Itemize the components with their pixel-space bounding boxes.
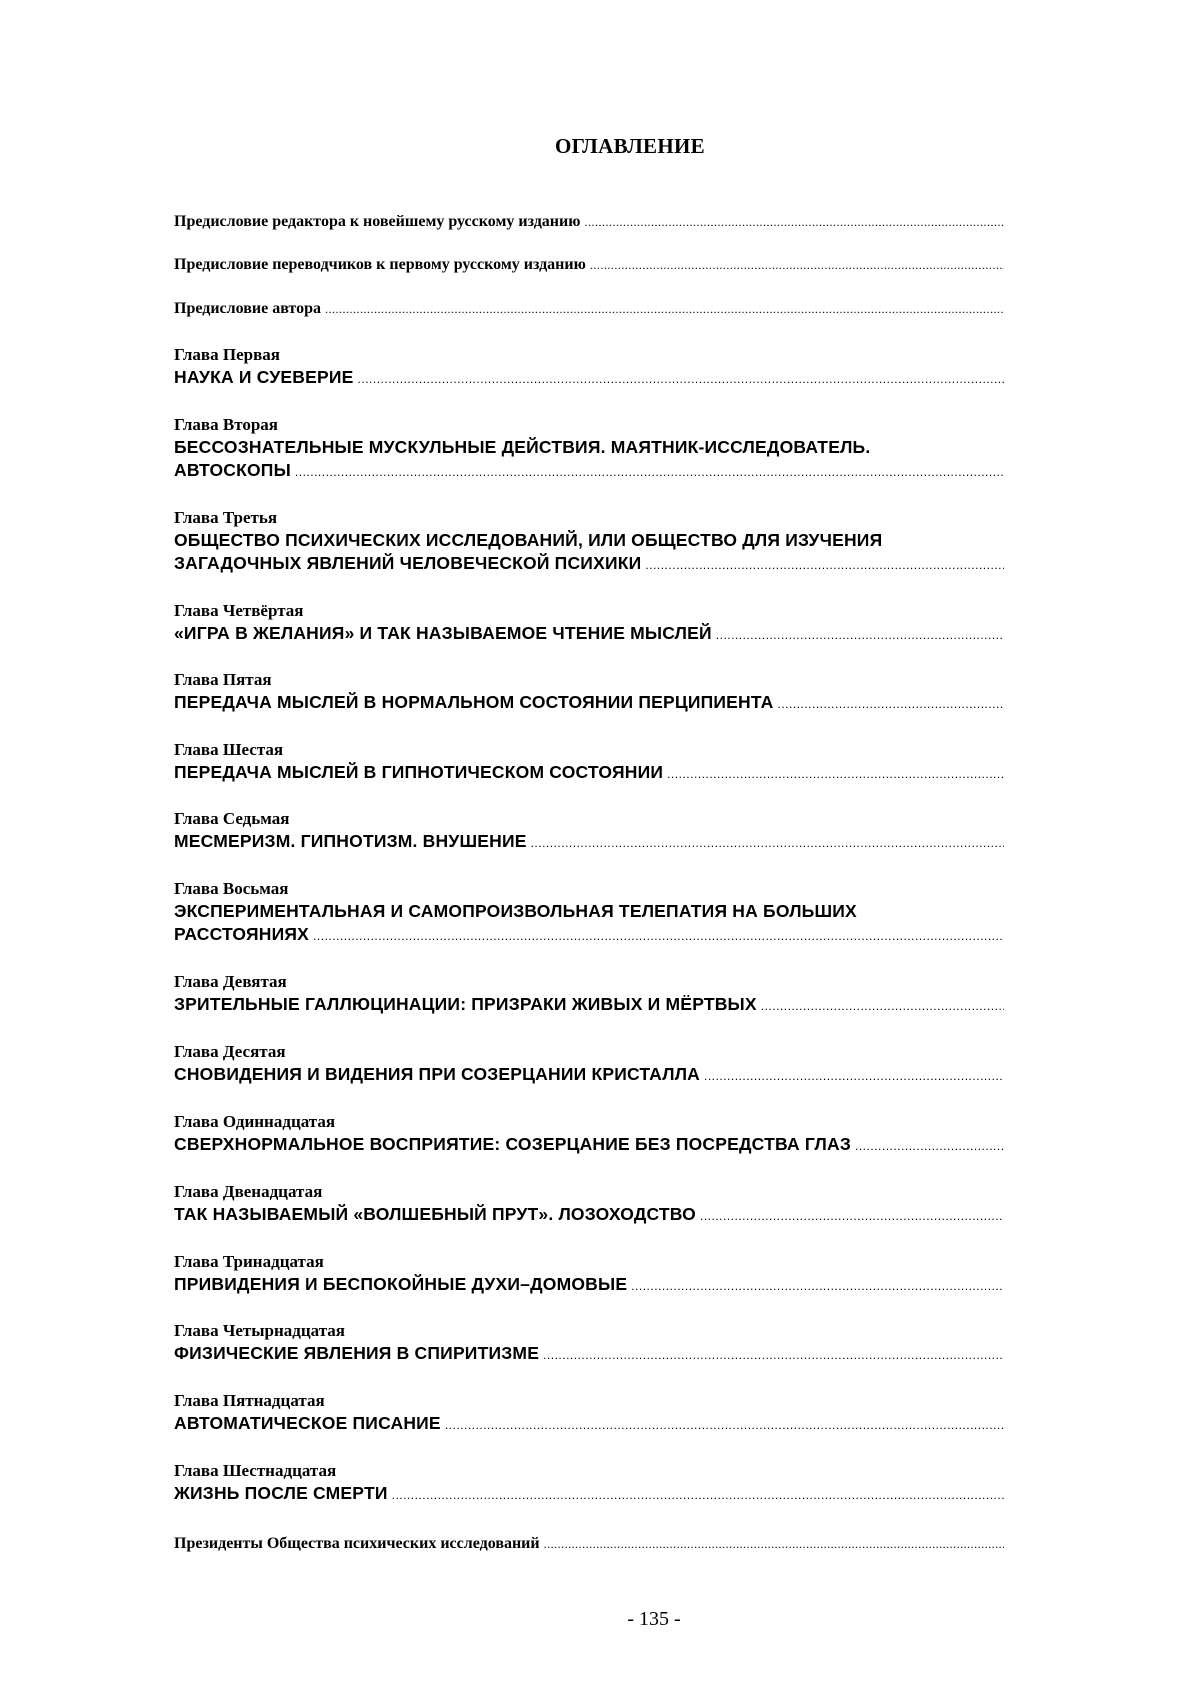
- toc-entry-text: Предисловие автора: [174, 300, 321, 317]
- chapter-title: ПЕРЕДАЧА МЫСЛЕЙ В ГИПНОТИЧЕСКОМ СОСТОЯНИИ: [174, 762, 664, 782]
- dot-leader: [700, 1205, 1004, 1228]
- toc-entry-chapter-4[interactable]: [174, 600, 1004, 647]
- chapter-title-cont: РАССТОЯНИЯХ: [174, 924, 310, 944]
- toc-line: [174, 1482, 1004, 1507]
- chapter-label: Глава Пятая: [174, 670, 272, 689]
- dot-leader: [392, 1484, 1004, 1507]
- page-number: - 135 -: [627, 1608, 681, 1630]
- chapter-title: ОБЩЕСТВО ПСИХИЧЕСКИХ ИССЛЕДОВАНИЙ, ИЛИ ОБЩЕСТВО ДЛЯ ИЗУЧЕНИЯ: [174, 530, 883, 550]
- dot-leader: [590, 254, 1004, 277]
- toc-line: [174, 1532, 1004, 1556]
- dot-leader: [704, 1065, 1004, 1088]
- toc-line: [174, 761, 1004, 786]
- dot-leader: [313, 925, 1004, 948]
- toc-line: [174, 1133, 1004, 1158]
- chapter-label: Глава Шестая: [174, 740, 284, 759]
- toc-entry-chapter-5[interactable]: [174, 669, 1004, 716]
- dot-leader: [543, 1344, 1004, 1367]
- chapter-label: Глава Десятая: [174, 1042, 286, 1061]
- toc-entry-chapter-14[interactable]: [174, 1320, 1004, 1367]
- dot-leader: [295, 461, 1004, 484]
- toc-entry-chapter-10[interactable]: [174, 1041, 1004, 1088]
- chapter-title: ЭКСПЕРИМЕНТАЛЬНАЯ И САМОПРОИЗВОЛЬНАЯ ТЕЛЕПАТИЯ НА БОЛЬШИХ: [174, 901, 857, 921]
- chapter-label: Глава Седьмая: [174, 809, 290, 828]
- chapter-title: СНОВИДЕНИЯ И ВИДЕНИЯ ПРИ СОЗЕРЦАНИИ КРИСТАЛЛА: [174, 1064, 701, 1084]
- chapter-title-cont: ЗАГАДОЧНЫХ ЯВЛЕНИЙ ЧЕЛОВЕЧЕСКОЙ ПСИХИКИ: [174, 553, 642, 573]
- chapter-title: ПЕРЕДАЧА МЫСЛЕЙ В НОРМАЛЬНОМ СОСТОЯНИИ ПЕРЦИПИЕНТА: [174, 692, 774, 712]
- chapter-label: Глава Третья: [174, 508, 278, 527]
- toc-entry-chapter-6[interactable]: [174, 739, 1004, 786]
- toc-line: [174, 297, 1004, 321]
- toc-line: [174, 1063, 1004, 1088]
- chapter-label: Глава Девятая: [174, 972, 287, 991]
- toc-entry-presidents[interactable]: [174, 1532, 1004, 1556]
- chapter-title: МЕСМЕРИЗМ. ГИПНОТИЗМ. ВНУШЕНИЕ: [174, 831, 527, 851]
- toc-entry-chapter-3[interactable]: [174, 507, 1004, 577]
- chapter-label: Глава Восьмая: [174, 879, 289, 898]
- dot-leader: [716, 624, 1004, 647]
- chapter-title: ТАК НАЗЫВАЕМЫЙ «ВОЛШЕБНЫЙ ПРУТ». ЛОЗОХОДСТВО: [174, 1204, 696, 1224]
- toc-line: [174, 552, 1004, 577]
- chapter-label: Глава Двенадцатая: [174, 1182, 323, 1201]
- dot-leader: [584, 211, 1004, 234]
- chapter-title-cont: АВТОСКОПЫ: [174, 460, 291, 480]
- toc-line: [174, 459, 1004, 484]
- toc-line: [174, 1273, 1004, 1298]
- chapter-title: «ИГРА В ЖЕЛАНИЯ» И ТАК НАЗЫВАЕМОЕ ЧТЕНИЕ МЫСЛЕЙ: [174, 623, 712, 643]
- chapter-label: Глава Одиннадцатая: [174, 1112, 336, 1131]
- toc-entry-chapter-7[interactable]: [174, 808, 1004, 855]
- dot-leader: [325, 298, 1004, 321]
- toc-entry-chapter-16[interactable]: [174, 1460, 1004, 1507]
- dot-leader: [544, 1533, 1004, 1556]
- dot-leader: [645, 554, 1004, 577]
- toc-entry-author-preface[interactable]: [174, 297, 1004, 321]
- dot-leader: [855, 1135, 1004, 1158]
- toc-entry-chapter-12[interactable]: [174, 1181, 1004, 1228]
- dot-leader: [778, 693, 1005, 716]
- toc-entry-chapter-15[interactable]: [174, 1390, 1004, 1437]
- chapter-title: НАУКА И СУЕВЕРИЕ: [174, 367, 354, 387]
- dot-leader: [445, 1414, 1004, 1437]
- chapter-label: Глава Вторая: [174, 415, 278, 434]
- toc-line: [174, 366, 1004, 391]
- chapter-label: Глава Тринадцатая: [174, 1252, 324, 1271]
- chapter-label: Глава Первая: [174, 345, 280, 364]
- toc-entry-chapter-13[interactable]: [174, 1251, 1004, 1298]
- chapter-label: Глава Шестнадцатая: [174, 1461, 337, 1480]
- dot-leader: [531, 832, 1004, 855]
- toc-line: [174, 210, 1004, 234]
- chapter-title: ЖИЗНЬ ПОСЛЕ СМЕРТИ: [174, 1483, 388, 1503]
- chapter-title: ФИЗИЧЕСКИЕ ЯВЛЕНИЯ В СПИРИТИЗМЕ: [174, 1343, 540, 1363]
- toc-line: [174, 1412, 1004, 1437]
- dot-leader: [761, 995, 1004, 1018]
- toc-entry-chapter-1[interactable]: [174, 344, 1004, 391]
- toc-line: [174, 691, 1004, 716]
- toc-line: [174, 1342, 1004, 1367]
- chapter-title: СВЕРХНОРМАЛЬНОЕ ВОСПРИЯТИЕ: СОЗЕРЦАНИЕ БЕЗ ПОСРЕДСТВА ГЛАЗ: [174, 1134, 852, 1154]
- page-title: ОГЛАВЛЕНИЕ: [555, 134, 705, 158]
- chapter-label: Глава Пятнадцатая: [174, 1391, 325, 1410]
- toc-entry-chapter-11[interactable]: [174, 1111, 1004, 1158]
- toc-entry-translators-preface[interactable]: [174, 253, 1004, 277]
- dot-leader: [631, 1275, 1004, 1298]
- toc-line: [174, 253, 1004, 277]
- toc-entry-editor-preface[interactable]: [174, 210, 1004, 234]
- toc-line: [174, 830, 1004, 855]
- chapter-label: Глава Четвёртая: [174, 601, 304, 620]
- toc-entry-text: Предисловие переводчиков к первому русскому изданию: [174, 256, 586, 273]
- toc-line: [174, 993, 1004, 1018]
- toc-entry-text: Предисловие редактора к новейшему русскому изданию: [174, 213, 581, 230]
- toc-entry-chapter-2[interactable]: [174, 414, 1004, 484]
- dot-leader: [358, 368, 1004, 391]
- dot-leader: [667, 763, 1004, 786]
- toc-line: [174, 923, 1004, 948]
- toc-line: [174, 1203, 1004, 1228]
- toc-entry-text: Президенты Общества психических исследований: [174, 1535, 540, 1552]
- toc-entry-chapter-8[interactable]: [174, 878, 1004, 948]
- chapter-title: БЕССОЗНАТЕЛЬНЫЕ МУСКУЛЬНЫЕ ДЕЙСТВИЯ. МАЯТНИК-ИССЛЕДОВАТЕЛЬ.: [174, 437, 871, 457]
- toc-line: [174, 622, 1004, 647]
- toc-entry-chapter-9[interactable]: [174, 971, 1004, 1018]
- chapter-title: ЗРИТЕЛЬНЫЕ ГАЛЛЮЦИНАЦИИ: ПРИЗРАКИ ЖИВЫХ И МЁРТВЫХ: [174, 994, 757, 1014]
- chapter-title: АВТОМАТИЧЕСКОЕ ПИСАНИЕ: [174, 1413, 441, 1433]
- chapter-label: Глава Четырнадцатая: [174, 1321, 345, 1340]
- chapter-title: ПРИВИДЕНИЯ И БЕСПОКОЙНЫЕ ДУХИ–ДОМОВЫЕ: [174, 1274, 628, 1294]
